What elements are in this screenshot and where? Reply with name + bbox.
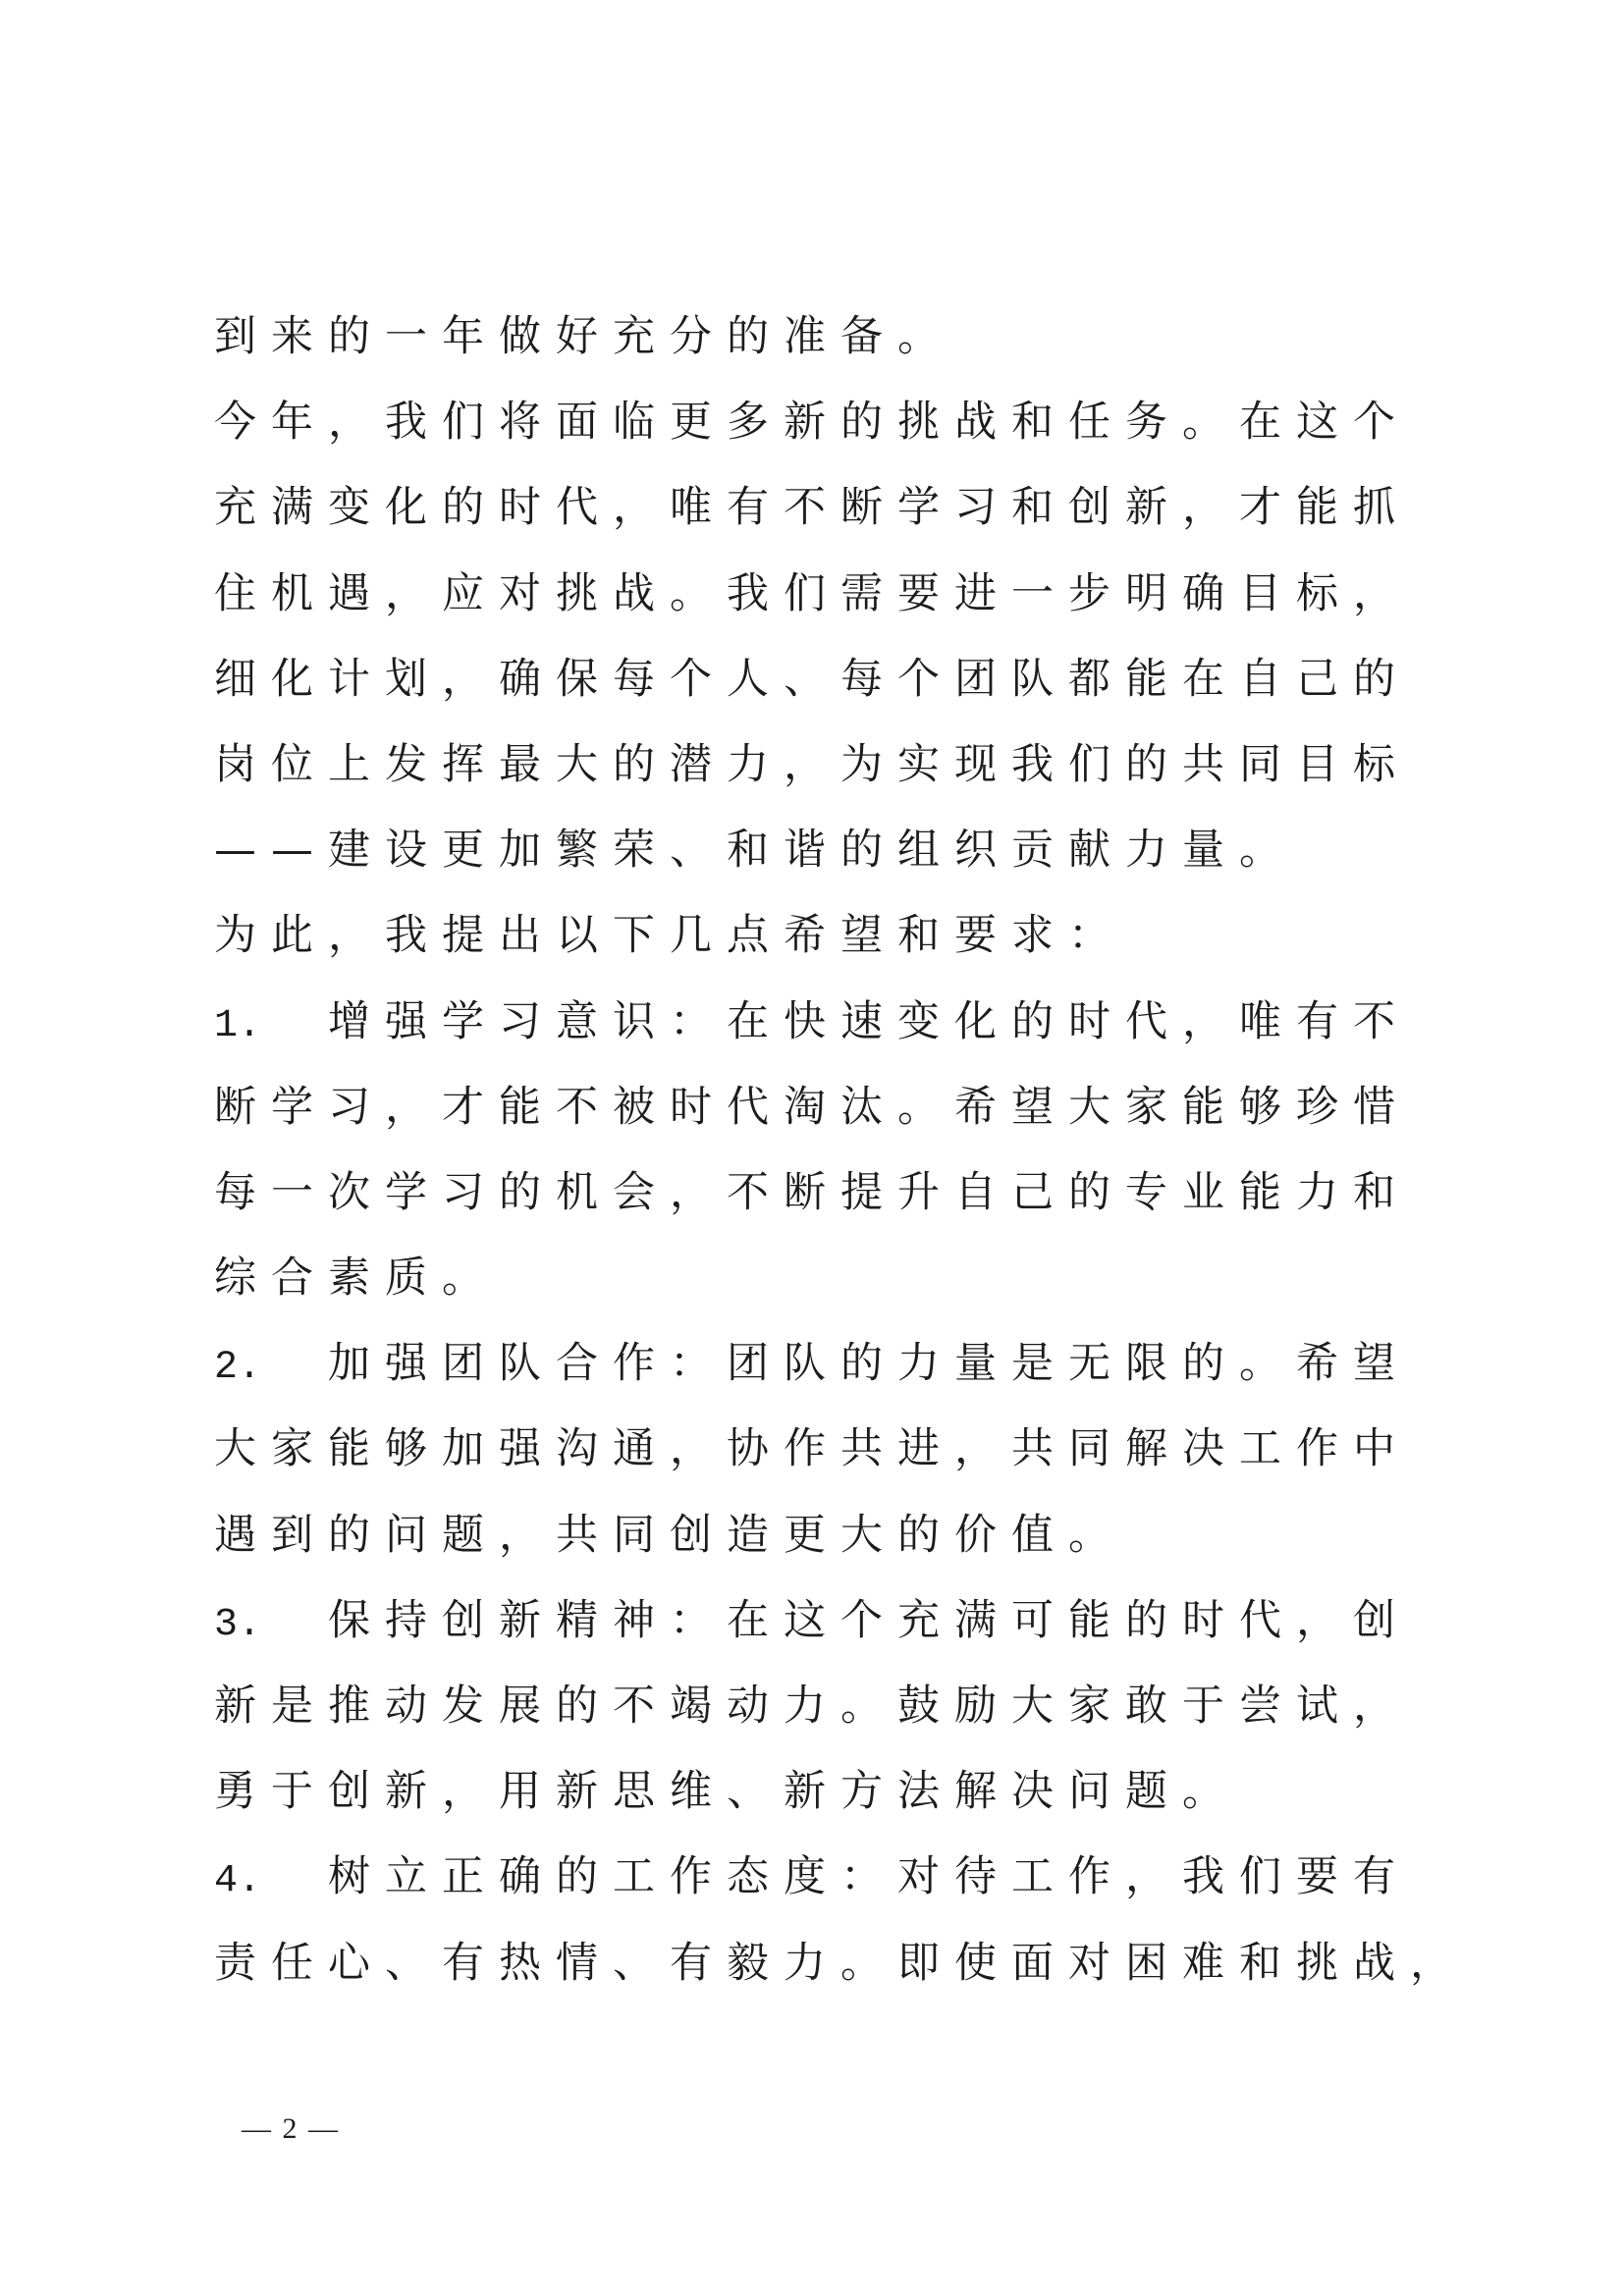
line-text: 住机遇，应对挑战。我们需要进一步明确目标，: [214, 568, 1410, 618]
line-text: 每一次学习的机会，不断提升自己的专业能力和: [214, 1167, 1410, 1217]
paragraph-line: [214, 1407, 1467, 1492]
line-text: 新是推动发展的不竭动力。鼓励大家敢于尝试，: [214, 1682, 1410, 1731]
paragraph-line: [214, 465, 1467, 551]
paragraph-line: [214, 722, 1467, 808]
line-text: 责任心、有热情、有毅力。即使面对困难和挑战，: [214, 1938, 1467, 1988]
line-text: 保持创新精神：在这个充满可能的时代，创: [328, 1595, 1410, 1645]
page-number: — 2 —: [242, 2112, 340, 2145]
list-item-line: [214, 1835, 1467, 1920]
line-text: 树立正确的工作态度：对待工作，我们要有: [328, 1852, 1410, 1902]
line-text: 充满变化的时代，唯有不断学习和创新，才能抓: [214, 483, 1410, 533]
paragraph-line: [214, 808, 1467, 893]
paragraph-line: [214, 1493, 1467, 1578]
line-text: 今年，我们将面临更多新的挑战和任务。在这个: [214, 398, 1410, 448]
list-item-line: [214, 980, 1467, 1065]
line-text: 遇到的问题，共同创造更大的价值。: [214, 1510, 1125, 1560]
line-text: 为此，我提出以下几点希望和要求：: [214, 911, 1125, 961]
paragraph-line: [214, 294, 1467, 380]
paragraph-line: [214, 1150, 1467, 1236]
paragraph-line: [214, 1236, 1467, 1321]
list-item-line: [214, 1578, 1467, 1664]
list-number: 2.: [214, 1346, 262, 1391]
list-number: 1.: [214, 1003, 262, 1048]
line-text: 岗位上发挥最大的潜力，为实现我们的共同目标: [214, 739, 1410, 789]
line-text: 综合素质。: [214, 1254, 499, 1304]
paragraph-line: [214, 637, 1467, 722]
line-text: 勇于创新，用新思维、新方法解决问题。: [214, 1767, 1239, 1817]
document-body: [214, 294, 1467, 2006]
paragraph-line: [214, 893, 1467, 979]
paragraph-line: [214, 1921, 1467, 2006]
line-text: 断学习，才能不被时代淘汰。希望大家能够珍惜: [214, 1082, 1410, 1132]
paragraph-line: [214, 552, 1467, 637]
paragraph-line: [214, 1664, 1467, 1749]
list-item-line: [214, 1321, 1467, 1407]
line-text: 大家能够加强沟通，协作共进，共同解决工作中: [214, 1424, 1410, 1474]
list-number: 3.: [214, 1602, 262, 1647]
line-text: 加强团队合作：团队的力量是无限的。希望: [328, 1339, 1410, 1389]
paragraph-line: [214, 380, 1467, 465]
line-text: ——建设更加繁荣、和谐的组织贡献力量。: [214, 826, 1296, 876]
line-text: 细化计划，确保每个人、每个团队都能在自己的: [214, 654, 1410, 704]
list-number: 4.: [214, 1859, 262, 1904]
paragraph-line: [214, 1065, 1467, 1150]
line-text: 到来的一年做好充分的准备。: [214, 312, 954, 361]
line-text: 增强学习意识：在快速变化的时代，唯有不: [328, 996, 1410, 1046]
paragraph-line: [214, 1749, 1467, 1835]
